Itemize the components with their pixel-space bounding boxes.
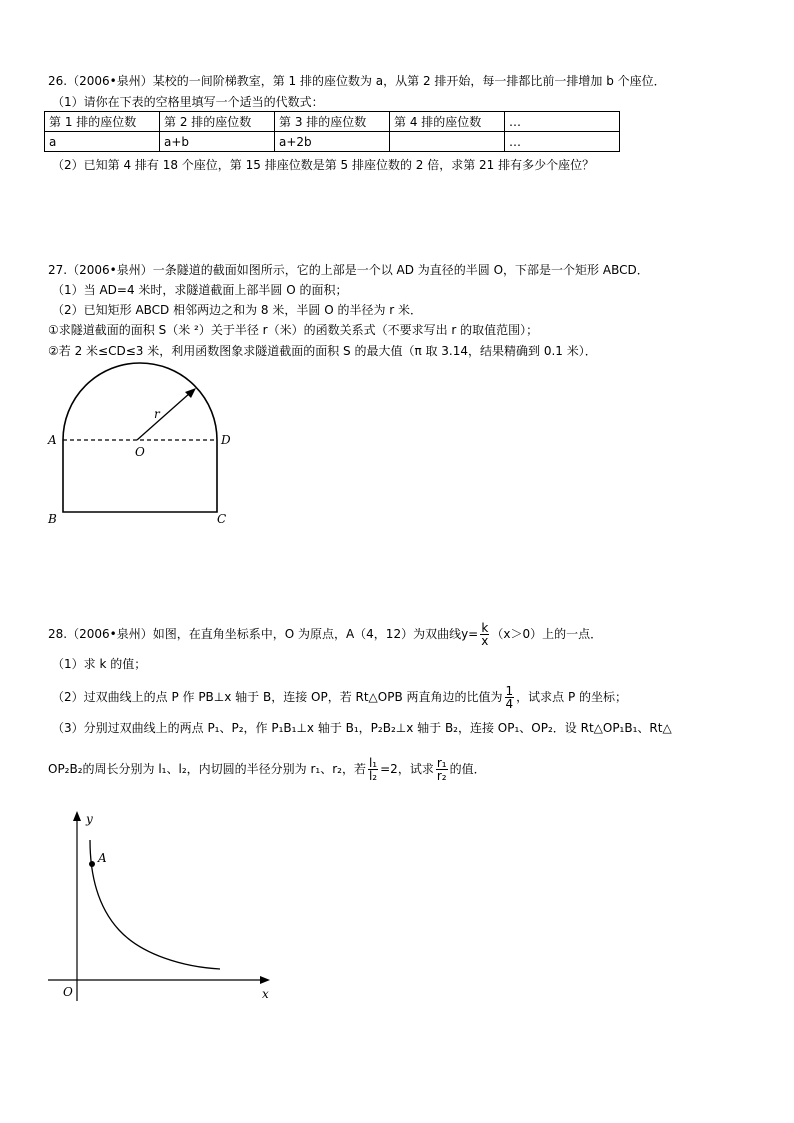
fraction-denominator: l₂ xyxy=(368,769,378,783)
q28-stem xyxy=(48,622,602,647)
q28-part2-text: （2）过双曲线上的点 P 作 PB⊥x 轴于 B，连接 OP，若 Rt△OPB 两直角边的比值为 xyxy=(52,690,503,704)
table-header-cell: 第 2 排的座位数 xyxy=(160,112,275,132)
label-x: x xyxy=(262,987,269,1001)
fraction-denominator: r₂ xyxy=(436,769,447,783)
q26-seat-table xyxy=(44,111,620,152)
q26-part2: （2）已知第 4 排有 18 个座位，第 15 排座位数是第 5 排座位数的 2 倍，求第 21 排有多少个座位？ xyxy=(52,158,595,172)
point-a xyxy=(89,861,95,867)
q27-stem: 27.（2006•泉州）一条隧道的截面如图所示，它的上部是一个以 AD 为直径的半圆 O，下部是一个矩形 ABCD． xyxy=(48,263,649,277)
label-o: O xyxy=(135,445,145,459)
hyperbola-curve xyxy=(90,840,220,969)
label-o: O xyxy=(63,985,73,999)
q26-stem: 26.（2006•泉州）某校的一间阶梯教室，第 1 排的座位数为 a，从第 2 排开始，每一排都比前一排增加 b 个座位． xyxy=(48,74,666,88)
label-a: A xyxy=(98,851,107,865)
label-b: B xyxy=(48,512,57,526)
semicircle-arc xyxy=(63,363,217,440)
l-ratio-fraction xyxy=(368,757,378,782)
q28-part1: （1）求 k 的值； xyxy=(52,657,147,671)
table-header-row xyxy=(45,112,620,132)
r-ratio-fraction xyxy=(436,757,448,782)
l-ratio-value: =2 xyxy=(380,762,398,776)
label-c: C xyxy=(217,512,227,526)
q28-part2-tail: ，试求点 P 的坐标； xyxy=(516,690,628,704)
table-header-cell: 第 4 排的座位数 xyxy=(390,112,505,132)
table-row xyxy=(45,132,620,152)
label-y: y xyxy=(86,812,93,826)
q27-part1: （1）当 AD=4 米时，求隧道截面上部半圆 O 的面积； xyxy=(52,283,348,297)
fraction-numerator: 1 xyxy=(505,684,514,698)
label-r: r xyxy=(154,407,160,421)
table-cell: a+2b xyxy=(275,132,390,152)
fraction-numerator: k xyxy=(481,621,489,635)
table-cell: … xyxy=(505,132,620,152)
table-header-cell: … xyxy=(505,112,620,132)
q28-part3-text: OP₂B₂的周长分别为 l₁、l₂，内切圆的半径分别为 r₁、r₂，若 xyxy=(48,762,366,776)
hyperbola-figure xyxy=(44,805,284,1005)
table-cell-blank xyxy=(390,132,505,152)
table-header-cell: 第 1 排的座位数 xyxy=(45,112,160,132)
radius-arrow xyxy=(137,393,190,440)
fraction-denominator: 4 xyxy=(505,697,514,711)
y-axis-arrow xyxy=(73,811,81,821)
label-a: A xyxy=(48,433,57,447)
q28-part3-text2: ，试求 xyxy=(397,762,434,776)
q28-stem-tail: （x＞0）上的一点． xyxy=(491,627,603,641)
q28-part2 xyxy=(52,685,627,710)
table-cell: a+b xyxy=(160,132,275,152)
q28-part3-tail: 的值． xyxy=(449,762,486,776)
fraction-numerator: r₁ xyxy=(436,756,447,770)
k-over-x-fraction xyxy=(480,622,489,647)
q27-sub1: ①求隧道截面的面积 S（米 ²）关于半径 r（米）的函数关系式（不要求写出 r 的取值范围）； xyxy=(48,323,539,337)
fraction-numerator: l₁ xyxy=(368,756,378,770)
fraction-denominator: x xyxy=(481,634,489,648)
q28-part3-line2 xyxy=(48,757,486,782)
label-d: D xyxy=(221,433,231,447)
table-cell: a xyxy=(45,132,160,152)
q26-part1: （1）请你在下表的空格里填写一个适当的代数式： xyxy=(52,95,324,109)
table-header-cell: 第 3 排的座位数 xyxy=(275,112,390,132)
x-axis-arrow xyxy=(260,976,270,984)
one-quarter-fraction xyxy=(505,685,515,710)
q28-stem-text: 28.（2006•泉州）如图，在直角坐标系中，O 为原点，A（4，12）为双曲线 xyxy=(48,627,462,641)
q27-sub2: ②若 2 米≤CD≤3 米，利用函数图象求隧道截面的面积 S 的最大值（π 取 3.14，结果精确到 0.1 米）． xyxy=(48,344,597,358)
q27-part2: （2）已知矩形 ABCD 相邻两边之和为 8 米，半圆 O 的半径为 r 米． xyxy=(52,303,423,317)
q28-stem-y: y= xyxy=(461,627,479,641)
tunnel-cross-section-figure xyxy=(40,360,250,530)
q28-part3-line1: （3）分别过双曲线上的两点 P₁、P₂，作 P₁B₁⊥x 轴于 B₁，P₂B₂⊥x 轴于 B₂，连接 OP₁、OP₂．设 Rt△OP₁B₁、Rt△ xyxy=(52,721,672,735)
